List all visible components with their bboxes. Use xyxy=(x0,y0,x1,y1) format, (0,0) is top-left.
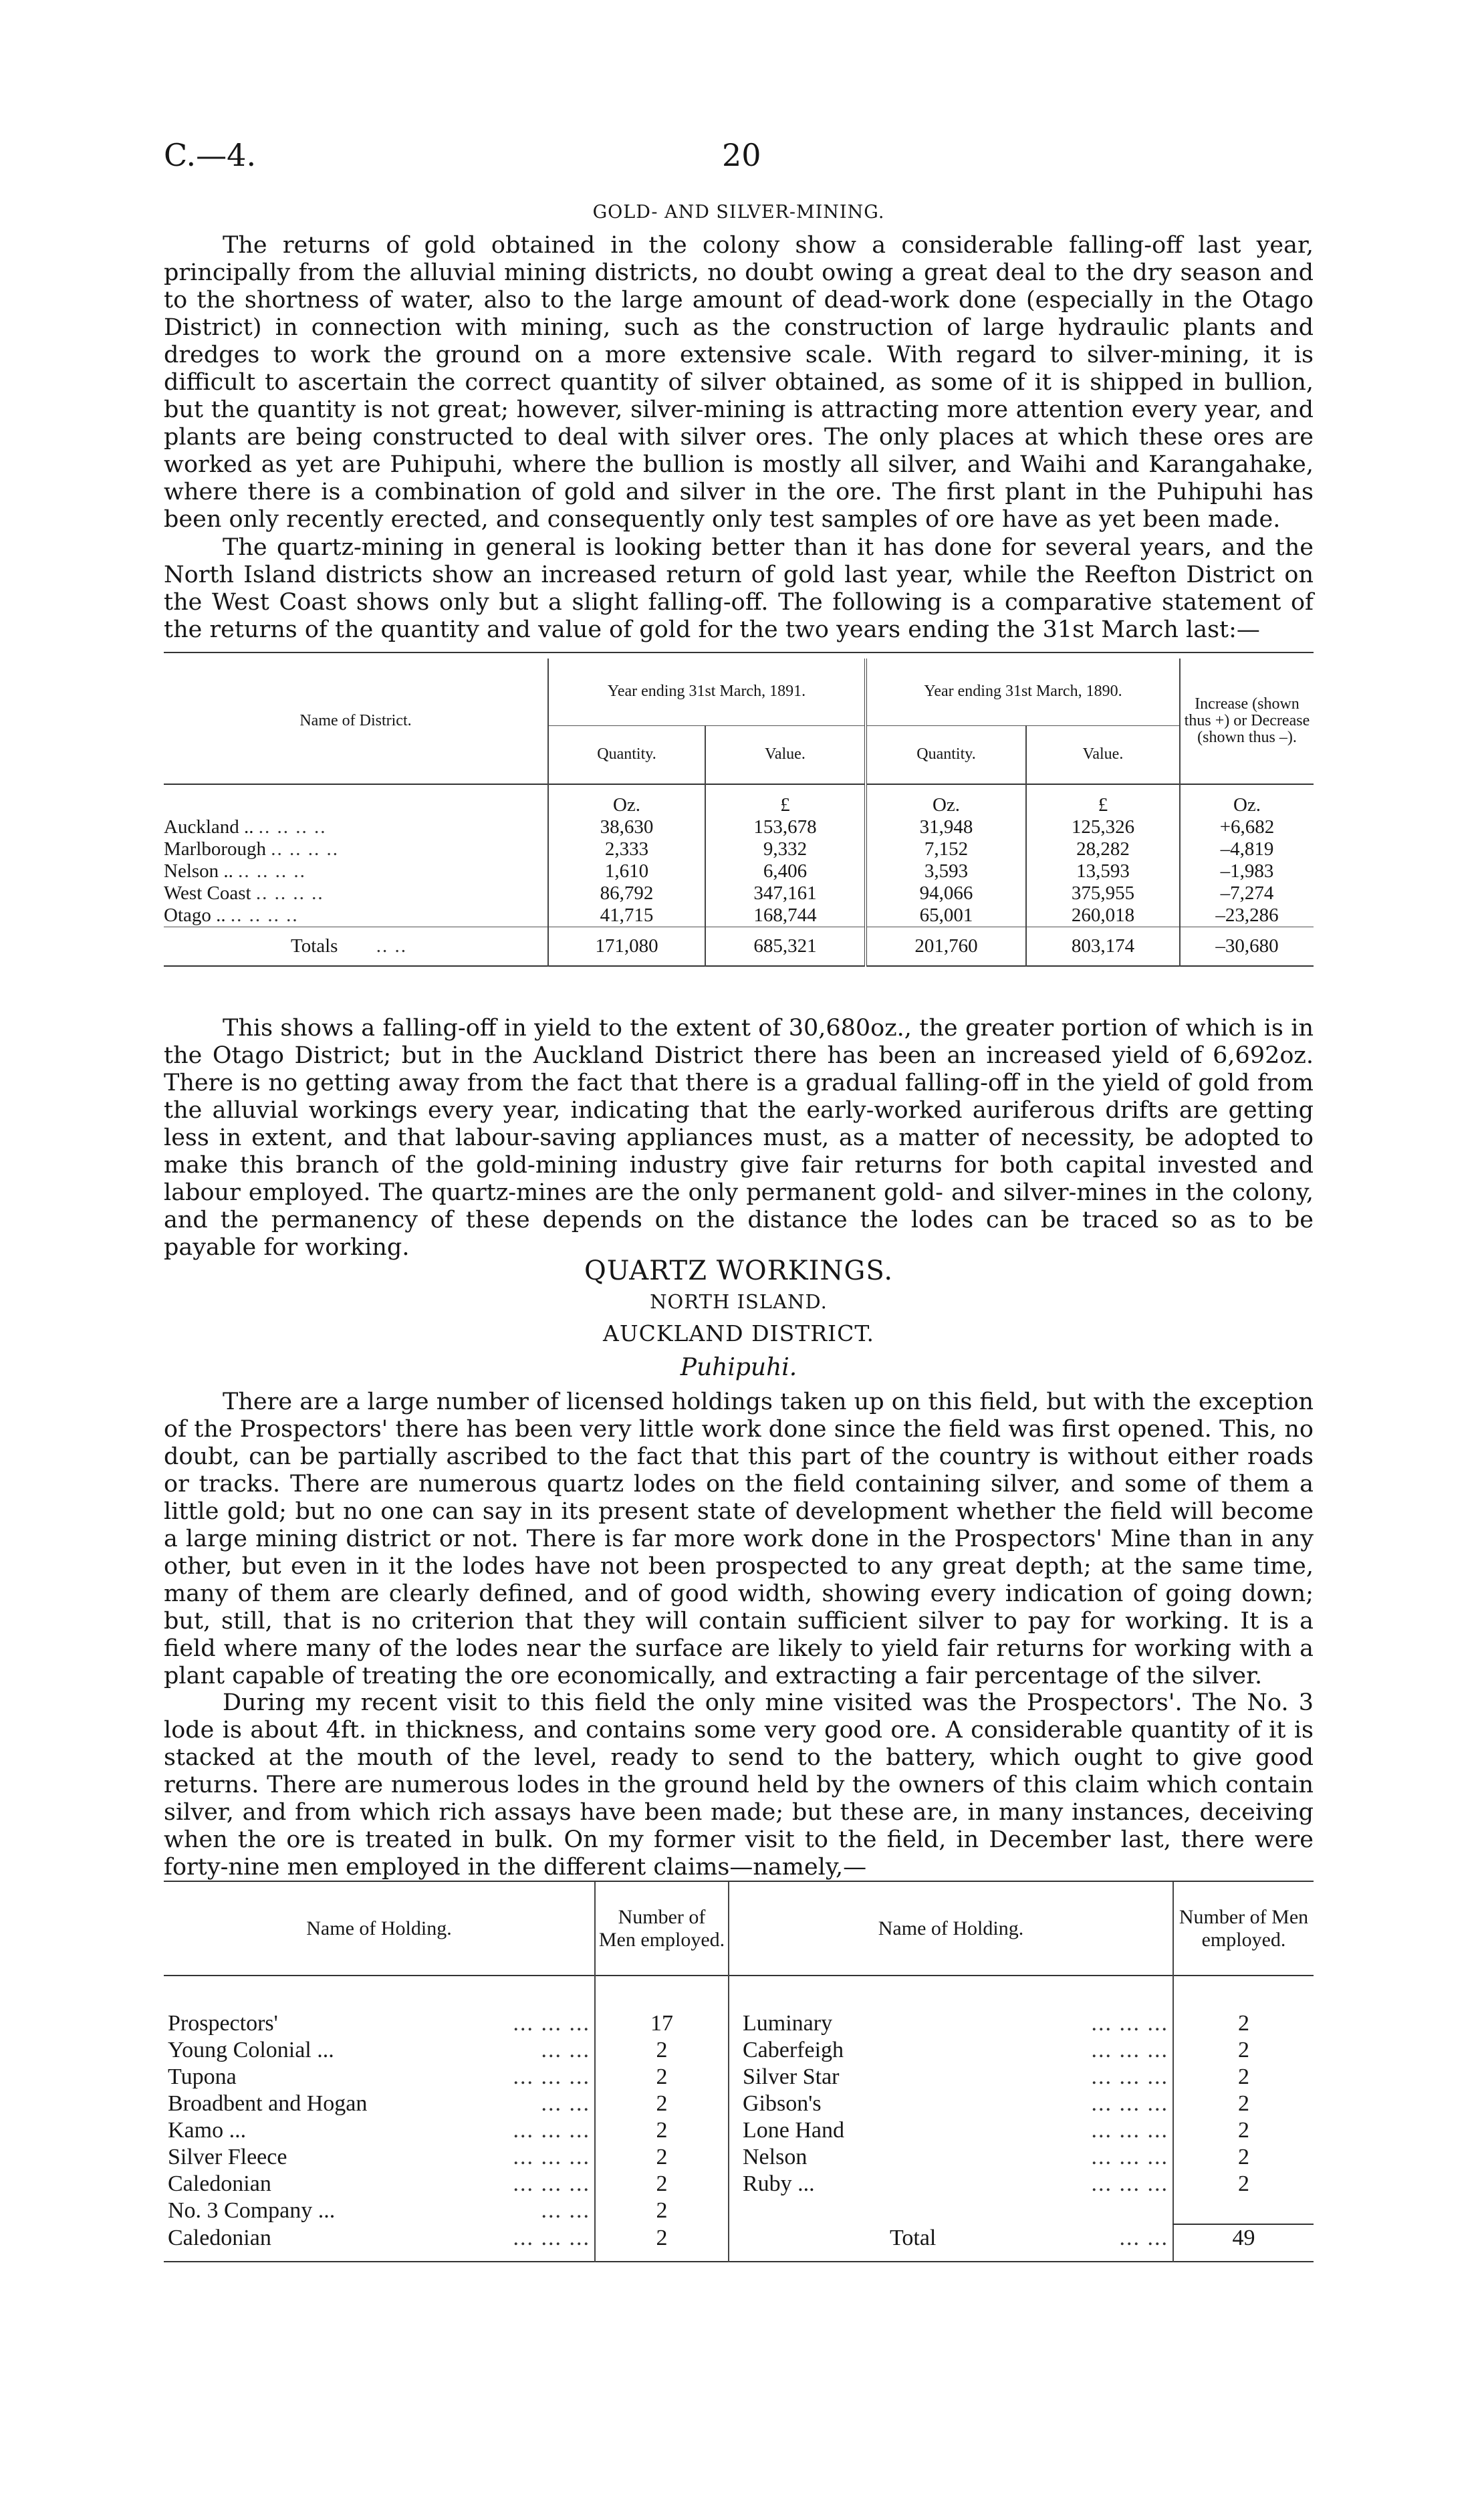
unit-v2: £ xyxy=(1026,784,1180,816)
men-count: 17 xyxy=(595,2010,729,2037)
cell-v2: 375,955 xyxy=(1026,882,1180,905)
cell-v2: 13,593 xyxy=(1026,860,1180,882)
holding-name: Nelson xyxy=(743,2145,808,2169)
holding-name: No. 3 Company ... xyxy=(168,2198,336,2223)
cell-q1: 1,610 xyxy=(548,860,705,882)
col-increase: Increase (shown thus +) or Decrease (shown thus –). xyxy=(1180,659,1314,784)
leader-dots: ... ... xyxy=(541,2038,590,2062)
leader-dots: ... ... ... xyxy=(513,2118,590,2143)
district-name: Nelson .. xyxy=(164,860,233,882)
paragraph-4: There are a large number of licensed holdings taken up on this field, but with the exception of the Prospectors' there has been very little work done since the field was first opened. This, no doubt, can be partially ascribed to the fact that this part of the country is without either roads or tracks. There are numerous quartz lodes on the field containing silver, and some of them a little gold; but no one can say in its present state of development whether the field will become a large mining district or not. There is far more work done in the Prospectors' Mine than in any other, but even in it the lodes have not been prospected to any great depth; at the same time, many of them are clearly defined, and of good width, showing every indication of going down; but, still, that is no criterion that they will contain sufficient silver to pay for working. It is a field where many of the lodes near the surface are likely to yield fair returns for working with a plant capable of treating the ore economically, and extracting a fair percentage of the silver. xyxy=(164,1389,1314,1689)
cell-v1: 153,678 xyxy=(705,816,866,838)
cell-q1: 86,792 xyxy=(548,882,705,905)
col-quantity-1890: Quantity. xyxy=(866,725,1026,784)
cell-v2: 125,326 xyxy=(1026,816,1180,838)
cell-v2: 28,282 xyxy=(1026,838,1180,860)
holding-name: Lone Hand xyxy=(743,2118,845,2143)
cell-diff: +6,682 xyxy=(1180,816,1314,838)
unit-q2: Oz. xyxy=(866,784,1026,816)
unit-diff: Oz. xyxy=(1180,784,1314,816)
district-name: West Coast xyxy=(164,882,251,904)
cell-q2: 94,066 xyxy=(866,882,1026,905)
holding-name: Silver Fleece xyxy=(168,2145,287,2169)
men-count: 2 xyxy=(1173,2091,1314,2117)
col-men-left: Number of Men employed. xyxy=(595,1882,729,1976)
leader-dots: ... ... ... xyxy=(1091,2145,1168,2169)
col-value-1891: Value. xyxy=(705,725,866,784)
cell-q1: 38,630 xyxy=(548,816,705,838)
table-top-rule xyxy=(164,652,1314,653)
section-title: GOLD- AND SILVER-MINING. xyxy=(592,202,885,223)
men-count: 2 xyxy=(1173,2144,1314,2171)
totals-label: Totals xyxy=(291,935,338,957)
district-name: Auckland .. xyxy=(164,816,254,838)
leader-dots: .. .. xyxy=(376,935,407,957)
men-count: 2 xyxy=(595,2197,729,2224)
heading-puhipuhi: Puhipuhi. xyxy=(680,1354,797,1381)
leader-dots: .. .. .. .. xyxy=(255,882,324,904)
table-row xyxy=(164,905,1314,927)
totals-row xyxy=(164,927,1314,966)
cell-v1: 6,406 xyxy=(705,860,866,882)
men-count: 2 xyxy=(1173,2117,1314,2144)
paragraph-1: The returns of gold obtained in the colony show a considerable falling-off last year, principally from the alluvial mining districts, no doubt owing a great deal to the dry season and to the shortness of water, also to the large amount of dead-work done (especially in the Otago District) in connection with mining, such as the construction of large hydraulic plants and dredges to work the ground on a more extensive scale. With regard to silver-mining, it is difficult to ascertain the correct quantity of silver obtained, as some of it is shipped in bullion, but the quantity is not great; however, silver-mining is attracting more attention every year, and plants are being constructed to deal with silver ores. The only places at which these ores are worked as yet are Puhipuhi, where the bullion is mostly all silver, and Waihi and Karangahake, where there is a combination of gold and silver in the ore. The first plant in the Puhipuhi has been only recently erected, and consequently only test samples of ore have as yet been made. xyxy=(164,232,1314,533)
table-row xyxy=(164,860,1314,882)
table-row xyxy=(164,816,1314,838)
men-count: 2 xyxy=(1173,2037,1314,2064)
holding-name: Caledonian xyxy=(168,2171,271,2196)
leader-dots: .. .. .. .. xyxy=(258,816,327,838)
total-q2: 201,760 xyxy=(866,927,1026,966)
leader-dots: ... ... ... xyxy=(1091,2038,1168,2062)
unit-q1: Oz. xyxy=(548,784,705,816)
men-count: 2 xyxy=(595,2171,729,2197)
holding-name: Tupona xyxy=(168,2064,237,2089)
district-name: Otago .. xyxy=(164,905,226,926)
cell-q2: 3,593 xyxy=(866,860,1026,882)
leader-dots: ... ... ... xyxy=(1091,2118,1168,2143)
unit-v1: £ xyxy=(705,784,866,816)
col-year-1891: Year ending 31st March, 1891. xyxy=(548,659,866,725)
table-row xyxy=(164,2171,1314,2197)
men-count: 2 xyxy=(595,2117,729,2144)
heading-auckland-district: AUCKLAND DISTRICT. xyxy=(602,1320,874,1346)
leader-dots: ... ... xyxy=(541,2198,590,2223)
men-count: 2 xyxy=(595,2037,729,2064)
leader-dots: ... ... ... xyxy=(513,2171,590,2196)
units-row xyxy=(164,784,1314,816)
table-row xyxy=(164,882,1314,905)
cell-q2: 31,948 xyxy=(866,816,1026,838)
men-count: 2 xyxy=(1173,2064,1314,2091)
cell-q2: 7,152 xyxy=(866,838,1026,860)
cell-diff: –23,286 xyxy=(1180,905,1314,927)
col-holding-right: Name of Holding. xyxy=(729,1882,1173,1976)
cell-q2: 65,001 xyxy=(866,905,1026,927)
total-men: 49 xyxy=(1173,2224,1314,2262)
cell-v2: 260,018 xyxy=(1026,905,1180,927)
men-count: 2 xyxy=(595,2091,729,2117)
men-count: 2 xyxy=(1173,2171,1314,2197)
men-count: 2 xyxy=(595,2144,729,2171)
paragraph-2: The quartz-mining in general is looking better than it has done for several years, and the North Island districts show an increased return of gold last year, while the Reefton District on the West Coast shows only but a slight falling-off. The following is a comparative statement of the returns of the quantity and value of gold for the two years ending the 31st March last:— xyxy=(164,534,1314,643)
men-employed-table xyxy=(164,1882,1314,2262)
cell-v1: 9,332 xyxy=(705,838,866,860)
total-v1: 685,321 xyxy=(705,927,866,966)
men-count: 2 xyxy=(595,2064,729,2091)
holding-name: Silver Star xyxy=(743,2064,840,2089)
table-row xyxy=(164,2091,1314,2117)
heading-north-island: NORTH ISLAND. xyxy=(650,1290,828,1313)
total-label: Total xyxy=(890,2225,937,2250)
holding-name: Ruby ... xyxy=(743,2171,815,2196)
table-row xyxy=(164,838,1314,860)
header-code: C.—4. xyxy=(164,137,257,173)
page-number: 20 xyxy=(722,137,761,173)
gold-returns-table xyxy=(164,659,1314,967)
men-count: 2 xyxy=(595,2224,729,2262)
holding-name: Prospectors' xyxy=(168,2011,278,2036)
holding-name: Young Colonial ... xyxy=(168,2038,334,2062)
table-row xyxy=(164,2010,1314,2037)
table-row xyxy=(164,2197,1314,2224)
heading-quartz-workings: QUARTZ WORKINGS. xyxy=(584,1256,894,1286)
cell-q1: 41,715 xyxy=(548,905,705,927)
table-row xyxy=(164,2064,1314,2091)
table-row xyxy=(164,2117,1314,2144)
col-holding-left: Name of Holding. xyxy=(306,1917,452,1939)
col-men-right: Number of Men employed. xyxy=(1173,1882,1314,1976)
col-district: Name of District. xyxy=(299,712,412,729)
leader-dots: ... ... ... xyxy=(513,2011,590,2036)
cell-diff: –4,819 xyxy=(1180,838,1314,860)
col-value-1890: Value. xyxy=(1026,725,1180,784)
cell-v1: 347,161 xyxy=(705,882,866,905)
leader-dots: .. .. .. .. xyxy=(271,838,340,860)
cell-diff: –7,274 xyxy=(1180,882,1314,905)
men-count: 2 xyxy=(1173,2010,1314,2037)
col-year-1890: Year ending 31st March, 1890. xyxy=(866,659,1180,725)
holding-name: Luminary xyxy=(743,2011,833,2036)
leader-dots: ... ... ... xyxy=(513,2064,590,2089)
paragraph-3: This shows a falling-off in yield to the extent of 30,680oz., the greater portion of which is in the Otago District; but in the Auckland District there has been an increased yield of 6,692oz. There is no getting away from the fact that there is a gradual falling-off in the yield of gold from the alluvial workings every year, indicating that the early-worked auriferous drifts are getting less in extent, and that labour-saving appliances must, as a matter of necessity, be adopted to make this branch of the gold-mining industry give fair returns for both capital invested and labour employed. The quartz-mines are the only permanent gold- and silver-mines in the colony, and the permanency of these depends on the distance the lodes can be traced so as to be payable for working. xyxy=(164,1015,1314,1261)
district-name: Marlborough xyxy=(164,838,267,860)
leader-dots: .. .. .. .. xyxy=(238,860,306,882)
table-row xyxy=(164,2144,1314,2171)
paragraph-5: During my recent visit to this field the only mine visited was the Prospectors'. The No. 3 lode is about 4ft. in thickness, and contains some very good ore. A considerable quantity of it is stacked at the mouth of the level, ready to send to the battery, which ought to give good returns. There are numerous lodes in the ground held by the owners of this claim which contain silver, and from which rich assays have been made; but these are, in many instances, deceiving when the ore is treated in bulk. On my former visit to the field, in December last, there were forty-nine men employed in the different claims—namely,— xyxy=(164,1689,1314,1881)
holding-name: Caberfeigh xyxy=(743,2038,844,2062)
leader-dots: ... ... ... xyxy=(513,2225,590,2250)
leader-dots: ... ... xyxy=(541,2091,590,2116)
table-row xyxy=(164,2224,1314,2262)
table-row xyxy=(164,2037,1314,2064)
holding-name: Caledonian xyxy=(168,2225,271,2250)
leader-dots: ... ... ... xyxy=(1091,2171,1168,2196)
cell-v1: 168,744 xyxy=(705,905,866,927)
total-diff: –30,680 xyxy=(1180,927,1314,966)
holding-name: Kamo ... xyxy=(168,2118,247,2143)
leader-dots: ... ... ... xyxy=(1091,2091,1168,2116)
leader-dots: ... ... ... xyxy=(1091,2011,1168,2036)
leader-dots: ... ... ... xyxy=(513,2145,590,2169)
holding-name: Broadbent and Hogan xyxy=(168,2091,368,2116)
cell-diff: –1,983 xyxy=(1180,860,1314,882)
leader-dots: ... ... xyxy=(1119,2225,1168,2250)
leader-dots: ... ... ... xyxy=(1091,2064,1168,2089)
cell-q1: 2,333 xyxy=(548,838,705,860)
leader-dots: .. .. .. .. xyxy=(230,905,299,926)
total-v2: 803,174 xyxy=(1026,927,1180,966)
total-q1: 171,080 xyxy=(548,927,705,966)
holding-name: Gibson's xyxy=(743,2091,822,2116)
col-quantity-1891: Quantity. xyxy=(548,725,705,784)
